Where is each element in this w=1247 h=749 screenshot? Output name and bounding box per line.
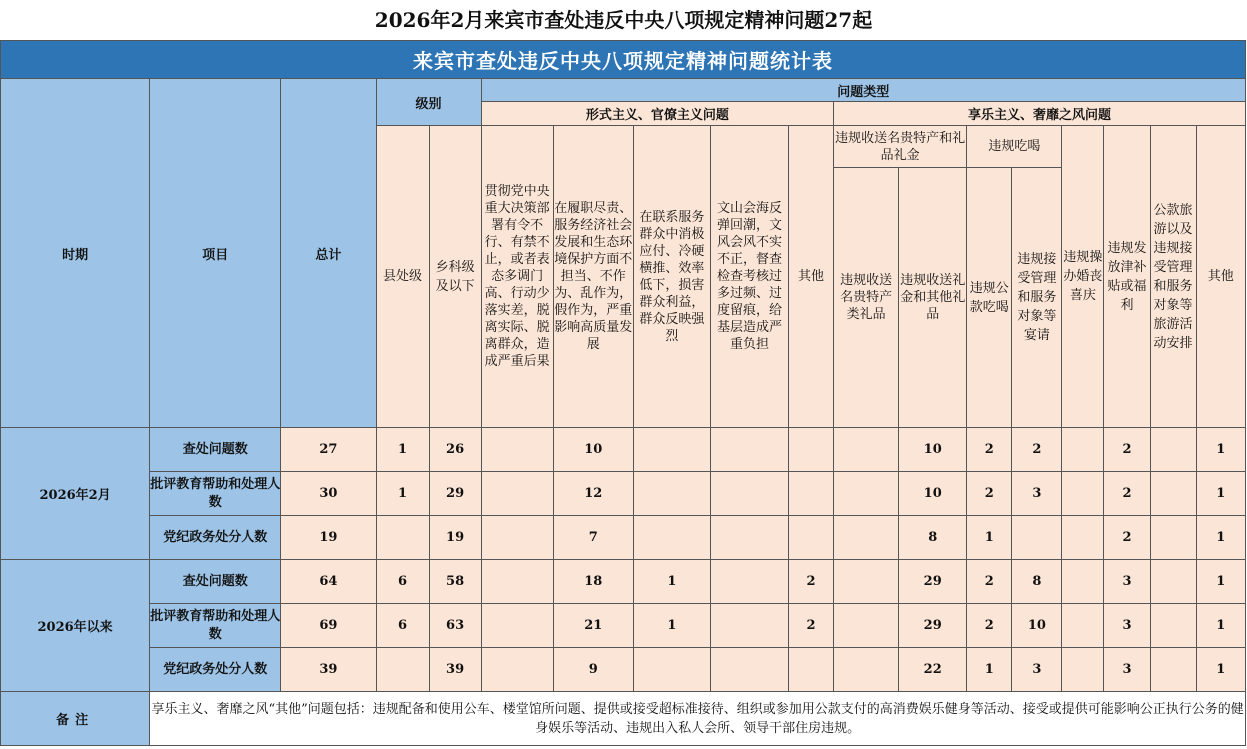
value-cell-f4 <box>710 560 788 604</box>
header-allowances: 违规发放津补贴或福利 <box>1104 126 1150 428</box>
value-cell-h3 <box>1150 472 1196 516</box>
value-cell-g1 <box>834 604 899 648</box>
value-cell-g1 <box>834 560 899 604</box>
note-label: 备注 <box>1 692 150 746</box>
value-cell-h1 <box>1062 472 1104 516</box>
value-cell-f5 <box>789 428 834 472</box>
value-cell-d1: 1 <box>967 648 1012 692</box>
table-title: 来宾市查处违反中央八项规定精神问题统计表 <box>1 41 1246 79</box>
value-cell-county <box>376 648 429 692</box>
value-cell-f1 <box>481 516 553 560</box>
value-cell-f5: 2 <box>789 560 834 604</box>
note-text: 享乐主义、奢靡之风“其他”问题包括：违规配备和使用公车、楼堂馆所问题、提供或接受超标准接待、组织或参加用公款支付的高消费娱乐健身等活动、接受或提供可能影响公正执行公务的健身娱乐等活动、违规出入私人会所、领导干部住房违规。 <box>150 692 1246 746</box>
value-cell-township: 39 <box>429 648 481 692</box>
value-cell-total: 30 <box>281 472 376 516</box>
value-cell-h4: 1 <box>1196 516 1245 560</box>
value-cell-f2: 9 <box>553 648 633 692</box>
header-hedonism-other: 其他 <box>1196 126 1245 428</box>
value-cell-township: 29 <box>429 472 481 516</box>
value-cell-h3 <box>1150 516 1196 560</box>
value-cell-f3 <box>633 428 710 472</box>
value-cell-h2: 2 <box>1104 472 1150 516</box>
header-period: 时期 <box>1 79 150 428</box>
item-cell: 党纪政务处分人数 <box>150 516 281 560</box>
table-row <box>1 428 1246 472</box>
value-cell-g2: 8 <box>899 516 967 560</box>
item-cell: 党纪政务处分人数 <box>150 648 281 692</box>
value-cell-h1 <box>1062 516 1104 560</box>
header-township-level: 乡科级及以下 <box>429 126 481 428</box>
value-cell-h1 <box>1062 428 1104 472</box>
value-cell-f2: 7 <box>553 516 633 560</box>
value-cell-g1 <box>834 516 899 560</box>
value-cell-d2: 2 <box>1012 428 1062 472</box>
value-cell-h2: 2 <box>1104 516 1150 560</box>
header-dining-group: 违规吃喝 <box>967 126 1062 168</box>
value-cell-g2: 10 <box>899 472 967 516</box>
value-cell-h2: 3 <box>1104 604 1150 648</box>
value-cell-county: 1 <box>376 428 429 472</box>
value-cell-g2: 10 <box>899 428 967 472</box>
table-row <box>1 472 1246 516</box>
value-cell-h2: 3 <box>1104 648 1150 692</box>
item-cell: 查处问题数 <box>150 428 281 472</box>
header-formalism-col-2: 在履职尽责、服务经济社会发展和生态环境保护方面不担当、不作为、乱作为，假作为，严重影响高质量发展 <box>553 126 633 428</box>
period-cell: 2026年以来 <box>1 560 150 692</box>
header-hedonism-group: 享乐主义、奢靡之风问题 <box>834 102 1246 126</box>
value-cell-f5: 2 <box>789 604 834 648</box>
value-cell-h4: 1 <box>1196 428 1245 472</box>
value-cell-f4 <box>710 604 788 648</box>
header-total: 总计 <box>281 79 376 428</box>
value-cell-f1 <box>481 428 553 472</box>
value-cell-h2: 3 <box>1104 560 1150 604</box>
value-cell-f5 <box>789 516 834 560</box>
value-cell-total: 39 <box>281 648 376 692</box>
value-cell-h1 <box>1062 648 1104 692</box>
value-cell-f3: 1 <box>633 560 710 604</box>
header-formalism-col-other: 其他 <box>789 126 834 428</box>
value-cell-total: 64 <box>281 560 376 604</box>
value-cell-f4 <box>710 516 788 560</box>
value-cell-d2: 3 <box>1012 472 1062 516</box>
header-problem-type: 问题类型 <box>481 79 1245 102</box>
value-cell-f4 <box>710 472 788 516</box>
value-cell-township: 58 <box>429 560 481 604</box>
value-cell-total: 27 <box>281 428 376 472</box>
header-dining-banquet: 违规接受管理和服务对象等宴请 <box>1012 168 1062 428</box>
value-cell-h4: 1 <box>1196 648 1245 692</box>
header-formalism-col-3: 在联系服务群众中消极应付、冷硬横推、效率低下，损害群众利益，群众反映强烈 <box>633 126 710 428</box>
header-gift-cash: 违规收送礼金和其他礼品 <box>899 168 967 428</box>
value-cell-f5 <box>789 648 834 692</box>
value-cell-d2: 3 <box>1012 648 1062 692</box>
header-dining-public: 违规公款吃喝 <box>967 168 1012 428</box>
value-cell-f1 <box>481 560 553 604</box>
value-cell-h4: 1 <box>1196 472 1245 516</box>
value-cell-h2: 2 <box>1104 428 1150 472</box>
header-item: 项目 <box>150 79 281 428</box>
value-cell-township: 19 <box>429 516 481 560</box>
value-cell-county <box>376 516 429 560</box>
period-cell: 2026年2月 <box>1 428 150 560</box>
value-cell-county: 6 <box>376 560 429 604</box>
value-cell-d2 <box>1012 516 1062 560</box>
item-cell: 批评教育帮助和处理人数 <box>150 472 281 516</box>
value-cell-g1 <box>834 428 899 472</box>
statistics-table <box>0 40 1246 746</box>
value-cell-f2: 10 <box>553 428 633 472</box>
value-cell-total: 69 <box>281 604 376 648</box>
header-level: 级别 <box>376 79 481 126</box>
table-row <box>1 604 1246 648</box>
value-cell-h4: 1 <box>1196 560 1245 604</box>
statistics-sheet <box>0 40 1247 749</box>
value-cell-h3 <box>1150 428 1196 472</box>
value-cell-h4: 1 <box>1196 604 1245 648</box>
value-cell-h3 <box>1150 648 1196 692</box>
value-cell-f1 <box>481 472 553 516</box>
value-cell-h3 <box>1150 604 1196 648</box>
item-cell: 查处问题数 <box>150 560 281 604</box>
value-cell-township: 26 <box>429 428 481 472</box>
value-cell-county: 6 <box>376 604 429 648</box>
value-cell-d1: 2 <box>967 560 1012 604</box>
value-cell-d2: 10 <box>1012 604 1062 648</box>
value-cell-total: 19 <box>281 516 376 560</box>
table-row <box>1 648 1246 692</box>
value-cell-h1 <box>1062 604 1104 648</box>
value-cell-h3 <box>1150 560 1196 604</box>
value-cell-g1 <box>834 648 899 692</box>
value-cell-f3: 1 <box>633 604 710 648</box>
value-cell-f3 <box>633 472 710 516</box>
header-formalism-col-4: 文山会海反弹回潮，文风会风不实不正，督查检查考核过多过频、过度留痕，给基层造成严重负担 <box>710 126 788 428</box>
value-cell-d1: 1 <box>967 516 1012 560</box>
header-gift-group: 违规收送名贵特产和礼品礼金 <box>834 126 967 168</box>
value-cell-d1: 2 <box>967 604 1012 648</box>
value-cell-f2: 18 <box>553 560 633 604</box>
value-cell-f1 <box>481 604 553 648</box>
value-cell-h1 <box>1062 560 1104 604</box>
note-row <box>1 692 1246 746</box>
page-title: 2026年2月来宾市查处违反中央八项规定精神问题27起 <box>374 8 873 32</box>
value-cell-f4 <box>710 428 788 472</box>
value-cell-f1 <box>481 648 553 692</box>
value-cell-township: 63 <box>429 604 481 648</box>
value-cell-county: 1 <box>376 472 429 516</box>
table-row <box>1 516 1246 560</box>
value-cell-f5 <box>789 472 834 516</box>
value-cell-d1: 2 <box>967 472 1012 516</box>
table-row <box>1 560 1246 604</box>
value-cell-d1: 2 <box>967 428 1012 472</box>
value-cell-f3 <box>633 516 710 560</box>
value-cell-d2: 8 <box>1012 560 1062 604</box>
value-cell-g2: 29 <box>899 560 967 604</box>
header-county-level: 县处级 <box>376 126 429 428</box>
header-formalism-group: 形式主义、官僚主义问题 <box>481 102 833 126</box>
value-cell-g1 <box>834 472 899 516</box>
value-cell-g2: 29 <box>899 604 967 648</box>
value-cell-f4 <box>710 648 788 692</box>
value-cell-g2: 22 <box>899 648 967 692</box>
item-cell: 批评教育帮助和处理人数 <box>150 604 281 648</box>
value-cell-f2: 12 <box>553 472 633 516</box>
header-weddings-funerals: 违规操办婚丧喜庆 <box>1062 126 1104 428</box>
header-gift-specialty: 违规收送名贵特产类礼品 <box>834 168 899 428</box>
header-public-travel: 公款旅游以及违规接受管理和服务对象等旅游活动安排 <box>1150 126 1196 428</box>
value-cell-f2: 21 <box>553 604 633 648</box>
value-cell-f3 <box>633 648 710 692</box>
header-formalism-col-1: 贯彻党中央重大决策部署有令不行、有禁不止，或者表态多调门高、行动少落实差，脱离实际、脱离群众，造成严重后果 <box>481 126 553 428</box>
